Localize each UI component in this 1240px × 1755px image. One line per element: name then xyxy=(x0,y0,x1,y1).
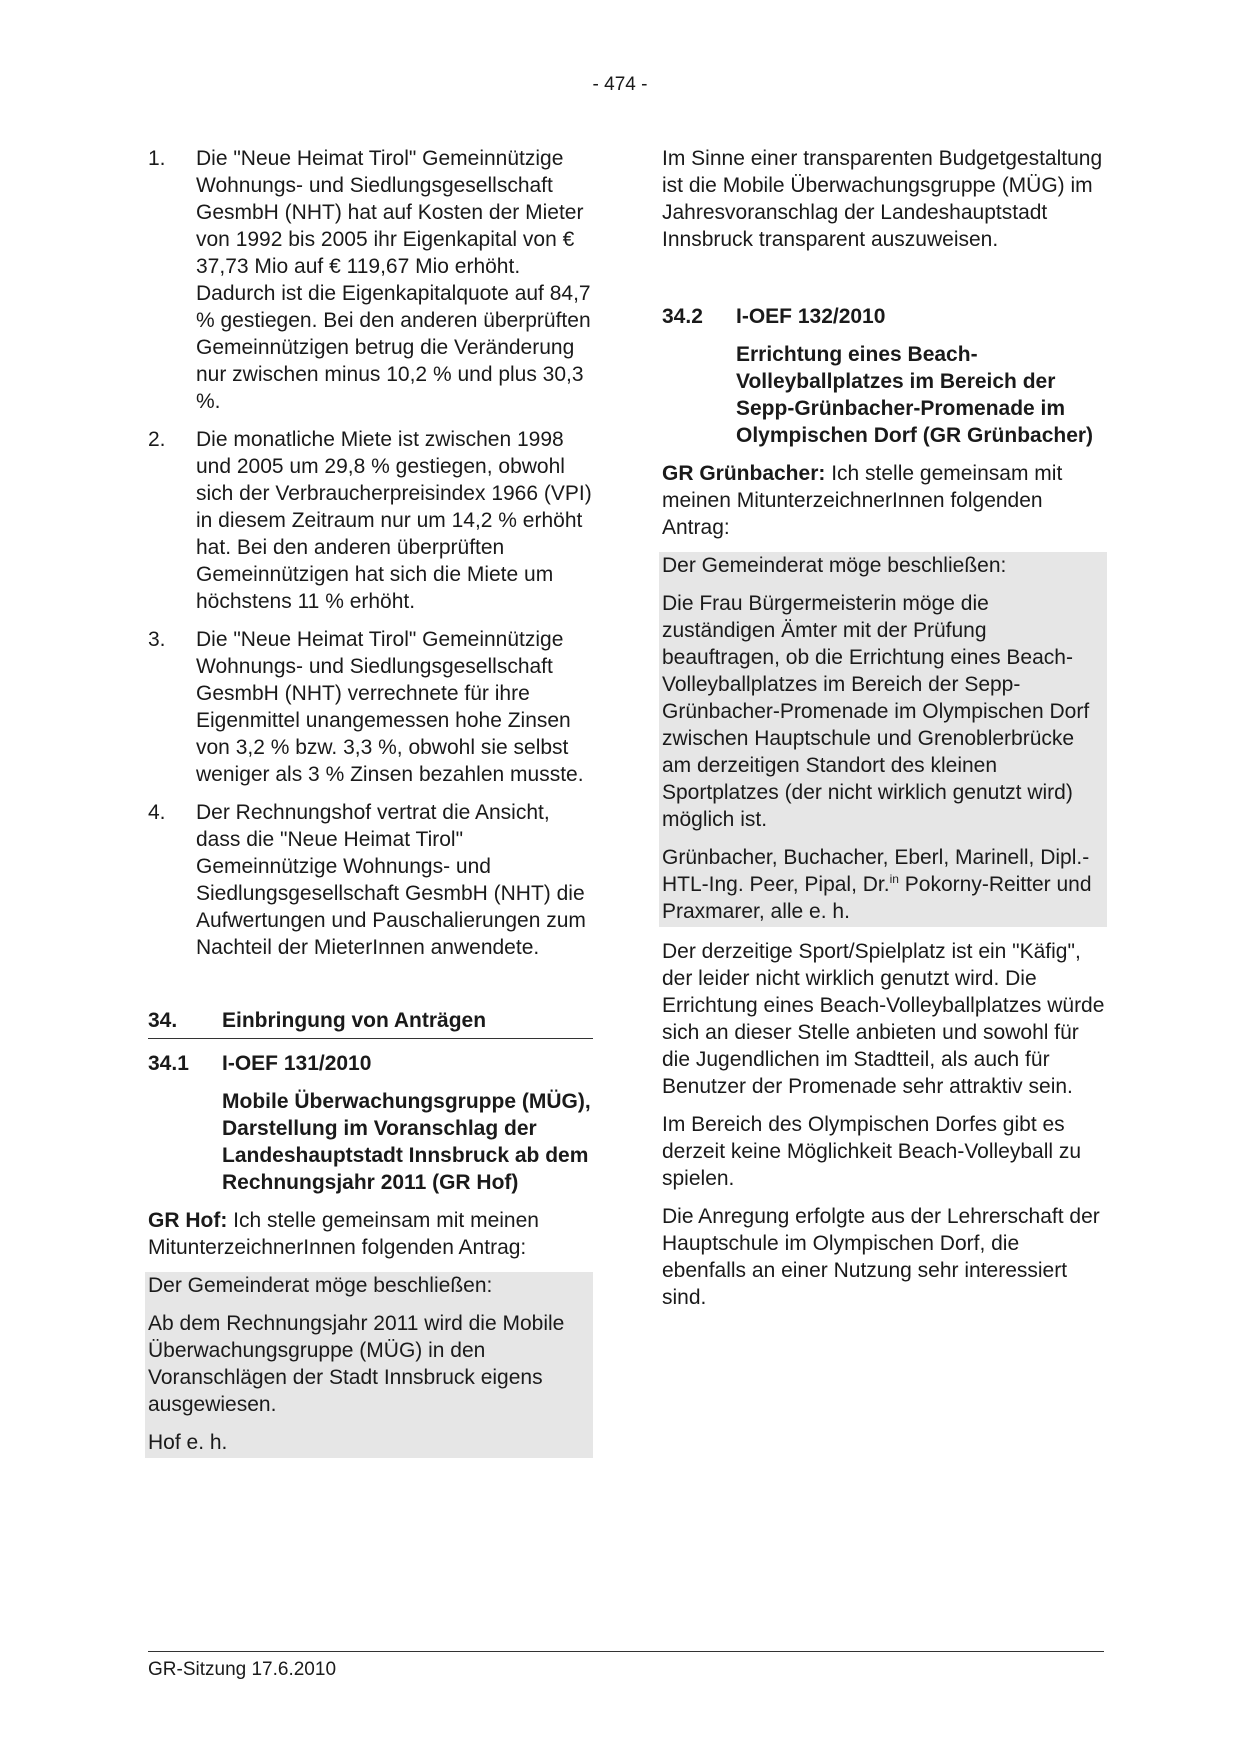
subsection-number: 34.2 xyxy=(662,305,703,328)
signers-part: Grünbacher, Buchacher, Eberl, Marinell, Dipl.-HTL-Ing. Peer, Pipal, Dr. xyxy=(662,846,1090,896)
list-text: Der Rechnungshof vertrat die Ansicht, dass die "Neue Heimat Tirol" Gemeinnützige Wohnungs- und Siedlungsgesellschaft GesmbH (NHT) die Aufwertungen und Pauschalierungen zum Nachteil der MieterInnen anwendete. xyxy=(196,801,586,959)
justification-text: Die Anregung erfolgte aus der Lehrerschaft der Hauptschule im Olympischen Dorf, die ebenfalls an einer Nutzung sehr interessiert sind. xyxy=(662,1205,1100,1309)
justification-text: Im Bereich des Olympischen Dorfes gibt es derzeit keine Möglichkeit Beach-Volleyball zu spielen. xyxy=(662,1113,1082,1190)
motion-head: Der Gemeinderat möge beschließen: xyxy=(148,1274,493,1297)
motion-text: Ab dem Rechnungsjahr 2011 wird die Mobile Überwachungsgruppe (MÜG) in den Voranschlägen der Stadt Innsbruck eigens ausgewiesen. xyxy=(148,1312,565,1416)
subsection-number: 34.1 xyxy=(148,1052,189,1075)
right-column xyxy=(662,145,1107,1322)
list-text: Die "Neue Heimat Tirol" Gemeinnützige Wohnungs- und Siedlungsgesellschaft GesmbH (NHT) verrechnete für ihre Eigenmittel unangemessen hohe Zinsen von 3,2 % bzw. 3,3 %, obwohl sie selbst weniger als 3 % Zinsen bezahlen musste. xyxy=(196,628,584,786)
motion-intro xyxy=(148,1207,593,1261)
motion-intro-text: Ich stelle gemeinsam mit meinen MitunterzeichnerInnen folgenden Antrag: xyxy=(662,462,1063,539)
list-item xyxy=(148,626,593,788)
subsection-title: Mobile Überwachungsgruppe (MÜG), Darstellung im Voranschlag der Landeshauptstadt Innsbruck ab dem Rechnungsjahr 2011 (GR Hof) xyxy=(222,1090,591,1194)
speaker-name: GR Hof: xyxy=(148,1209,228,1232)
motion-box xyxy=(659,552,1107,927)
page-number: - 474 - xyxy=(592,74,648,95)
justification-text: Im Sinne einer transparenten Budgetgestaltung ist die Mobile Überwachungsgruppe (MÜG) im Jahresvoranschlag der Landeshauptstadt Innsbruck transparent auszuweisen. xyxy=(662,147,1103,251)
section-number: 34. xyxy=(148,1009,178,1032)
footer-divider xyxy=(148,1651,1104,1652)
footer-text: GR-Sitzung 17.6.2010 xyxy=(148,1659,337,1680)
list-text: Die monatliche Miete ist zwischen 1998 und 2005 um 29,8 % gestiegen, obwohl sich der Verbraucherpreisindex 1966 (VPI) in diesem Zeitraum nur um 14,2 % erhöht hat. Bei den anderen überprüften Gemeinnützigen hat sich die Miete um höchstens 11 % erhöht. xyxy=(196,428,592,613)
motion-intro-text: Ich stelle gemeinsam mit meinen MitunterzeichnerInnen folgenden Antrag: xyxy=(148,1209,539,1259)
subsection-heading xyxy=(148,1050,593,1077)
list-number: 3. xyxy=(148,628,166,651)
signers-superscript: in xyxy=(889,872,899,886)
list-text: Die "Neue Heimat Tirol" Gemeinnützige Wohnungs- und Siedlungsgesellschaft GesmbH (NHT) hat auf Kosten der Mieter von 1992 bis 2005 ihr Eigenkapital von € 37,73 Mio auf € 119,67 Mio erhöht. Dadurch ist die Eigenkapitalquote auf 84,7 % gestiegen. Bei den anderen überprüften Gemeinnützigen betrug die Veränderung nur zwischen minus 10,2 % und plus 30,3 %. xyxy=(196,147,591,413)
motion-box xyxy=(145,1272,593,1458)
motion-signers: Hof e. h. xyxy=(148,1431,228,1454)
list-number: 4. xyxy=(148,801,166,824)
subsection-title: Errichtung eines Beach-Volleyballplatzes im Bereich der Sepp-Grünbacher-Promenade im Olympischen Dorf (GR Grünbacher) xyxy=(736,343,1094,447)
subsection-code: I-OEF 131/2010 xyxy=(222,1052,372,1075)
left-column xyxy=(148,145,593,1458)
list-number: 1. xyxy=(148,147,166,170)
motion-signers xyxy=(662,844,1104,927)
list-item xyxy=(148,145,593,415)
justification-text: Der derzeitige Sport/Spielplatz ist ein "Käfig", der leider nicht wirklich genutzt wird. Die Errichtung eines Beach-Volleyballplatzes würde sich an dieser Stelle anbieten und sowohl für die Jugendlichen im Stadtteil, als auch für Benutzer der Promenade sehr attraktiv sein. xyxy=(662,940,1105,1098)
list-item xyxy=(148,799,593,961)
speaker-name: GR Grünbacher: xyxy=(662,462,826,485)
motion-text: Die Frau Bürgermeisterin möge die zuständigen Ämter mit der Prüfung beauftragen, ob die Errichtung eines Beach-Volleyballplatzes im Bereich der Sepp-Grünbacher-Promenade im Olympischen Dorf zwischen Hauptschule und Grenoblerbrücke am derzeitigen Standort des kleinen Sportplatzes (der nicht wirklich genutzt wird) möglich ist. xyxy=(662,592,1090,831)
subsection-heading xyxy=(662,303,1107,330)
section-heading xyxy=(148,1007,593,1039)
list-number: 2. xyxy=(148,428,166,451)
motion-head: Der Gemeinderat möge beschließen: xyxy=(662,554,1007,577)
signers-part: Pokorny-Reitter und Praxmarer, alle e. h. xyxy=(662,873,1092,923)
motion-intro xyxy=(662,460,1107,541)
subsection-code: I-OEF 132/2010 xyxy=(736,305,886,328)
section-title: Einbringung von Anträgen xyxy=(222,1009,487,1032)
list-item xyxy=(148,426,593,615)
